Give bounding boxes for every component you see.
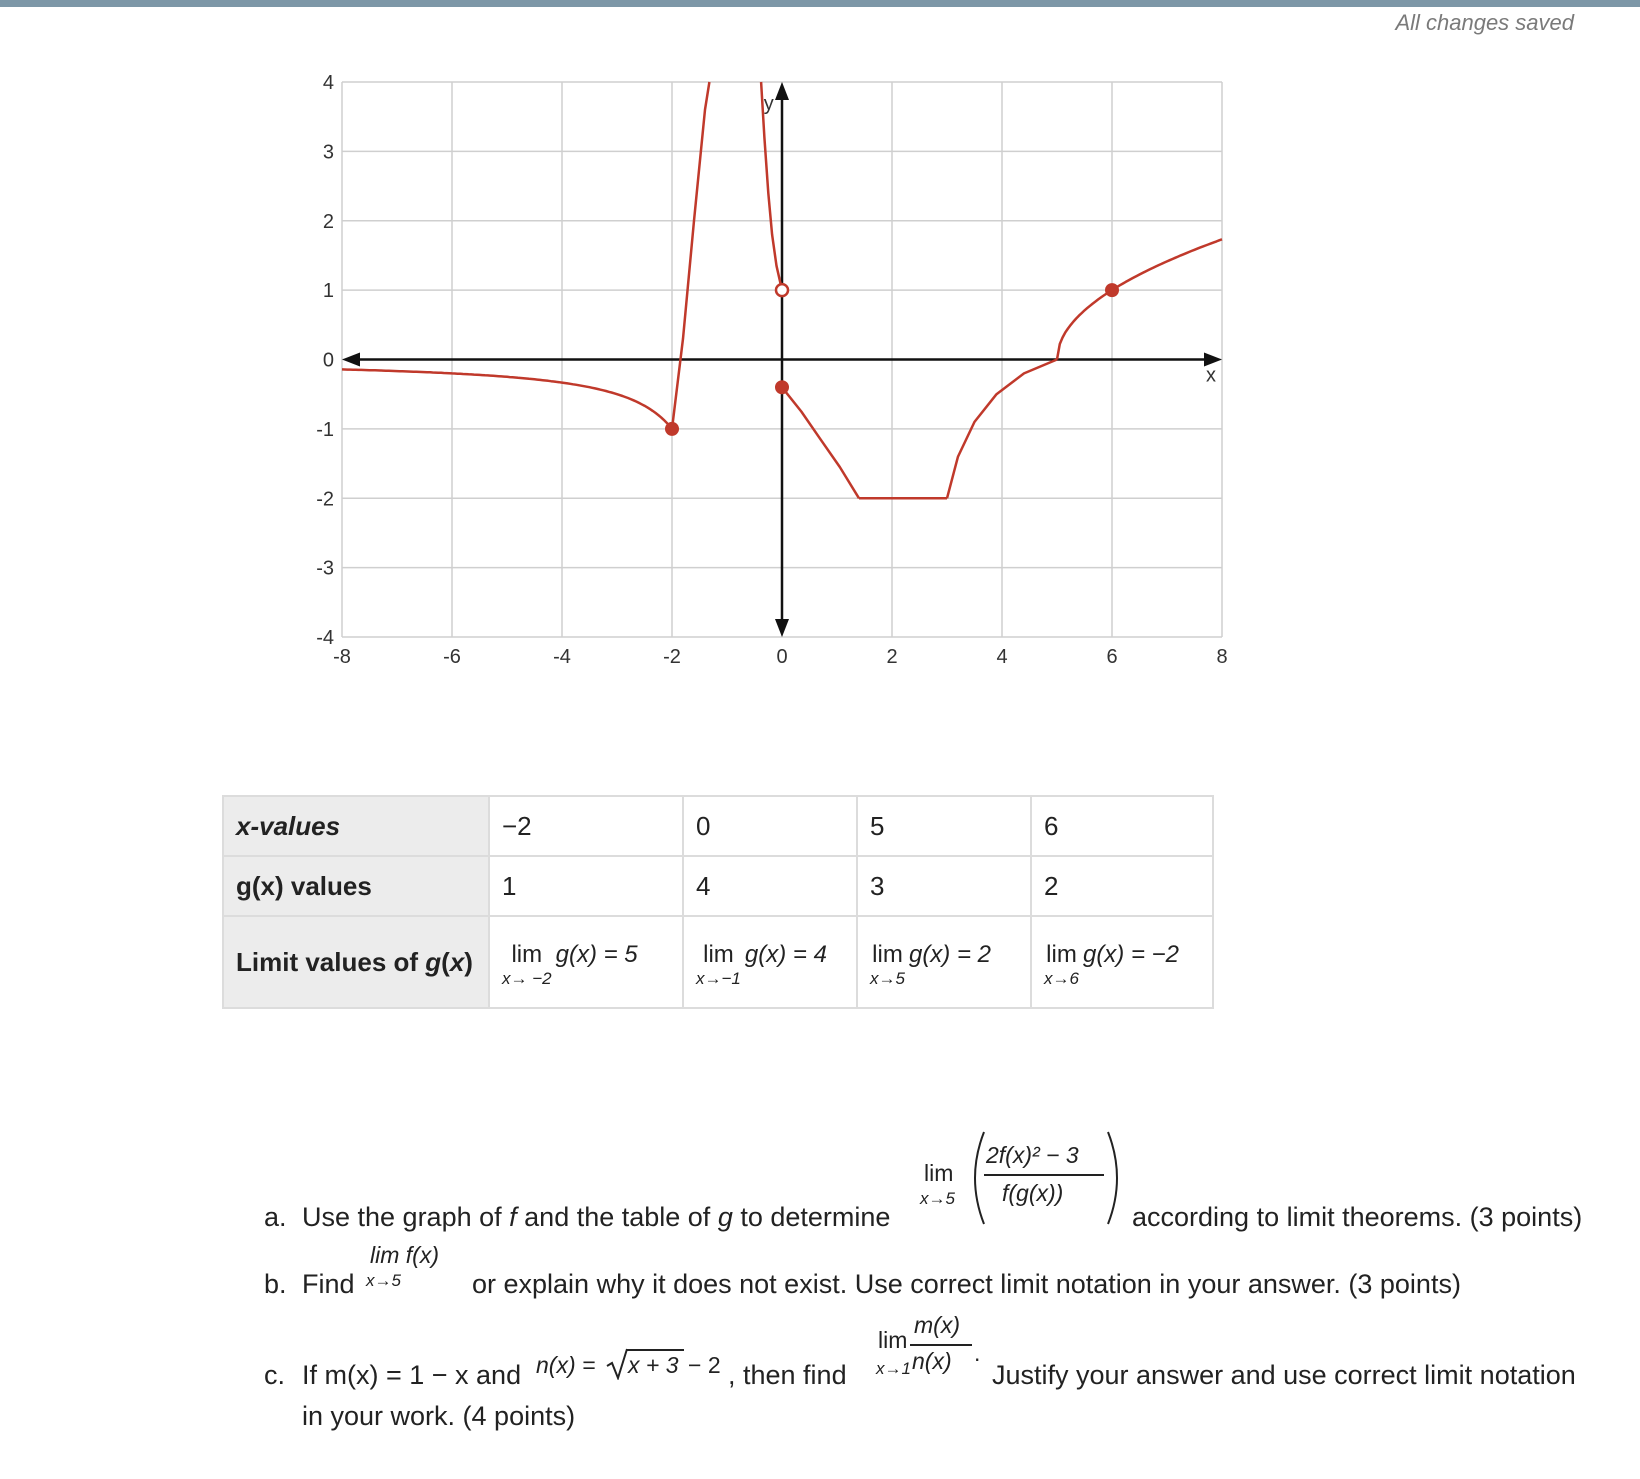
y-tick-label: -1 [316,418,334,441]
row-header-limits: Limit values of g(x) [223,916,489,1008]
x-tick-label: -6 [443,646,461,668]
question-c-denominator: n(x) [912,1348,952,1374]
question-c-text-line2: in your work. (4 points) [302,1401,576,1431]
curve-down-branch [782,387,859,498]
table-row-x-values [223,796,1213,856]
question-c-marker: c. [264,1360,286,1390]
table-cell: 4 [683,856,857,916]
y-tick-label: -2 [316,488,334,511]
y-tick-label: 4 [322,72,334,94]
question-b-text-after: or explain why it does not exist. Use correct limit notation in your answer. (3 points) [472,1269,1461,1299]
limit-expression: lim x→5 g(x) = 2 [870,940,991,988]
table-cell: 6 [1031,796,1213,856]
graph-labels [316,72,1227,668]
x-tick-label: 6 [1106,646,1118,668]
table-cell: 1 [489,856,683,916]
curve-rising-branch [672,82,709,429]
question-b-text-pre: Find [302,1269,355,1299]
question-a-lim: lim [924,1160,954,1186]
function-graph [300,60,1240,680]
fraction-bar [910,1344,972,1346]
g-values-table [222,795,1214,1009]
radical-sign [606,1348,628,1380]
limit-cell [683,916,857,1008]
question-b-lim-expr: lim f(x) [370,1242,439,1268]
y-axis-arrow-up [775,82,789,100]
table-cell: 2 [1031,856,1213,916]
row-header-g-values: g(x) values [223,856,489,916]
y-tick-label: 0 [322,349,334,372]
graph-axes [342,82,1222,637]
question-a-marker: a. [264,1202,287,1232]
radical-bar [626,1349,684,1351]
open-point [776,284,788,296]
table-row-limits [223,916,1213,1008]
question-b-marker: b. [264,1269,287,1299]
closed-point [1105,283,1119,297]
limit-expression: lim x→ −2 g(x) = 5 [502,940,638,988]
y-tick-label: -3 [316,557,334,580]
x-tick-label: 4 [996,646,1008,668]
curve-right-branch [1057,239,1222,359]
limit-cell [489,916,683,1008]
x-axis-label: x [1206,364,1216,387]
table-row-g-values [223,856,1213,916]
limit-cell [857,916,1031,1008]
question-c-text-pre: If m(x) = 1 − x and [302,1360,522,1390]
y-axis-arrow-down [775,619,789,637]
y-axis-label: y [763,92,774,115]
x-tick-label: 0 [776,646,788,668]
question-c-numerator: m(x) [914,1312,960,1338]
closed-point [775,380,789,394]
table-cell: 5 [857,796,1031,856]
question-c-n-tail: − 2 [688,1352,721,1378]
limit-cell [1031,916,1213,1008]
y-tick-label: 3 [322,141,334,164]
y-tick-label: -4 [316,627,334,649]
x-tick-label: -4 [553,646,571,668]
table-cell: −2 [489,796,683,856]
table-cell: 3 [857,856,1031,916]
closed-point [665,422,679,436]
x-tick-label: 2 [886,646,898,668]
top-bar [0,0,1640,7]
question-c-lim-sub: x→1 [876,1359,911,1378]
question-a-lim-sub: x→5 [920,1189,955,1208]
x-tick-label: 8 [1216,646,1228,668]
limit-expression: lim x→6 g(x) = −2 [1044,940,1180,988]
question-c-text-mid: , then find [728,1360,847,1390]
row-header-x-values: x-values [223,796,489,856]
question-a-text: Use the graph of f and the table of g to determine [302,1202,891,1232]
y-tick-label: 2 [322,210,334,233]
x-tick-label: -2 [663,646,681,668]
x-tick-label: -8 [333,646,351,668]
question-a-numerator: 2f(x)² − 3 [986,1142,1079,1168]
question-c-text-after: Justify your answer and use correct limit notation [992,1360,1576,1390]
curve-left-branch [342,369,672,429]
question-a-denominator: f(g(x)) [1002,1180,1064,1206]
question-c-n-lhs: n(x) = [536,1352,596,1378]
question-a-text-after: according to limit theorems. (3 points) [1132,1202,1583,1232]
fraction-bar [984,1174,1104,1176]
y-tick-label: 1 [322,280,334,303]
question-c-radicand: x + 3 [628,1352,679,1378]
question-b-lim-sub: x→5 [366,1271,401,1290]
limit-expression: lim x→−1 g(x) = 4 [696,940,827,988]
table-cell: 0 [683,796,857,856]
save-status: All changes saved [1395,10,1574,35]
x-axis-arrow-left [342,353,360,367]
question-c-lim: lim [878,1327,908,1353]
question-c-period: . [974,1340,981,1366]
